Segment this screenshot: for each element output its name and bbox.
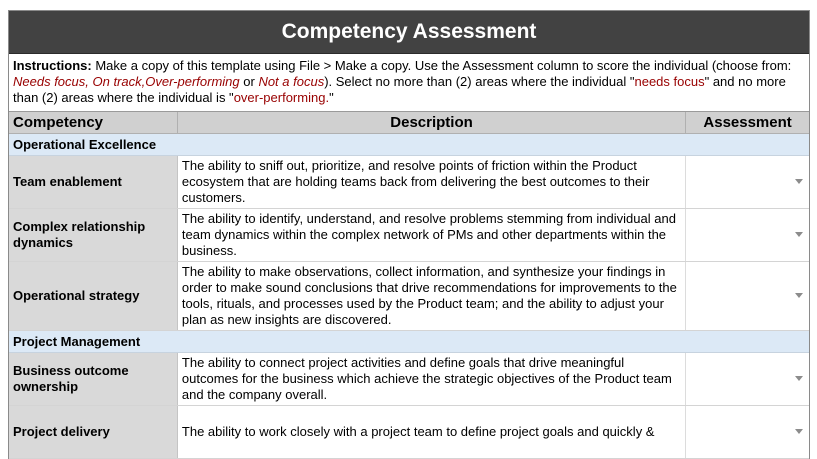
table-row [9,262,809,331]
option-needs-focus: Needs focus, [13,74,89,89]
assessment-dropdown[interactable] [686,262,809,331]
competency-column-header[interactable]: Competency [9,112,177,134]
description-cell[interactable]: The ability to connect project activities and define goals that drive meaningful outcomes for the business which achieve the strategic objectives of the Product team and the company overall. [177,353,685,406]
competency-cell[interactable]: Project delivery [9,406,177,459]
assessment-column-header[interactable]: Assessment [686,112,809,134]
description-cell[interactable]: The ability to identify, understand, and resolve problems stemming from individual and team dynamics within the complex network of PMs and other departments within the business. [177,209,685,262]
table-row [9,353,809,406]
instructions-part-3: " and no more than (2) areas where the individual is " [13,74,786,105]
dropdown-arrow-icon[interactable] [795,429,803,434]
table-row [9,156,809,209]
over-performing-highlight: over-performing. [233,90,330,105]
table-row [9,209,809,262]
table-header-row [9,112,809,134]
dropdown-arrow-icon[interactable] [795,293,803,298]
option-over-performing: Over-performing [145,74,240,89]
description-column-header[interactable]: Description [177,112,685,134]
option-on-track: On track, [88,74,146,89]
option-not-a-focus: Not a focus [258,74,325,89]
instructions-part-1: Make a copy of this template using File > Make a copy. Use the Assessment column to score the individual (choose from: [91,58,792,73]
section-row-operational-excellence [9,134,809,156]
assessment-sheet [8,10,810,459]
description-cell[interactable]: The ability to make observations, collect information, and synthesize your findings in order to make sound conclusions that drive recommendations for improvements to the tools, rituals, and processes used by the Product team; and the ability to adjust your plan as new insights are discovered. [177,262,685,331]
competency-cell[interactable]: Complex relationship dynamics [9,209,177,262]
description-cell[interactable]: The ability to sniff out, prioritize, and resolve points of friction within the Product ecosystem that are holding teams back from delivering the best outcomes to their customers. [177,156,685,209]
instructions-part-2: ). Select no more than (2) areas where the individual " [324,74,635,89]
instructions-part-4: " [329,90,334,105]
table-row [9,406,809,459]
assessment-dropdown[interactable] [686,353,809,406]
dropdown-arrow-icon[interactable] [795,376,803,381]
dropdown-arrow-icon[interactable] [795,232,803,237]
competency-table [9,112,809,459]
instructions-text [9,54,809,112]
competency-cell[interactable]: Team enablement [9,156,177,209]
description-cell[interactable]: The ability to work closely with a project team to define project goals and quickly & [177,406,685,459]
section-title[interactable]: Operational Excellence [9,134,809,156]
instructions-or: or [239,74,259,89]
dropdown-arrow-icon[interactable] [795,179,803,184]
competency-cell[interactable]: Business outcome ownership [9,353,177,406]
assessment-dropdown[interactable] [686,156,809,209]
assessment-dropdown[interactable] [686,209,809,262]
sheet-title: Competency Assessment [9,11,809,54]
section-row-project-management [9,331,809,353]
section-title[interactable]: Project Management [9,331,809,353]
instructions-lead: Instructions: [13,58,92,73]
needs-focus-highlight: needs focus [634,74,705,89]
competency-cell[interactable]: Operational strategy [9,262,177,331]
assessment-dropdown[interactable] [686,406,809,459]
